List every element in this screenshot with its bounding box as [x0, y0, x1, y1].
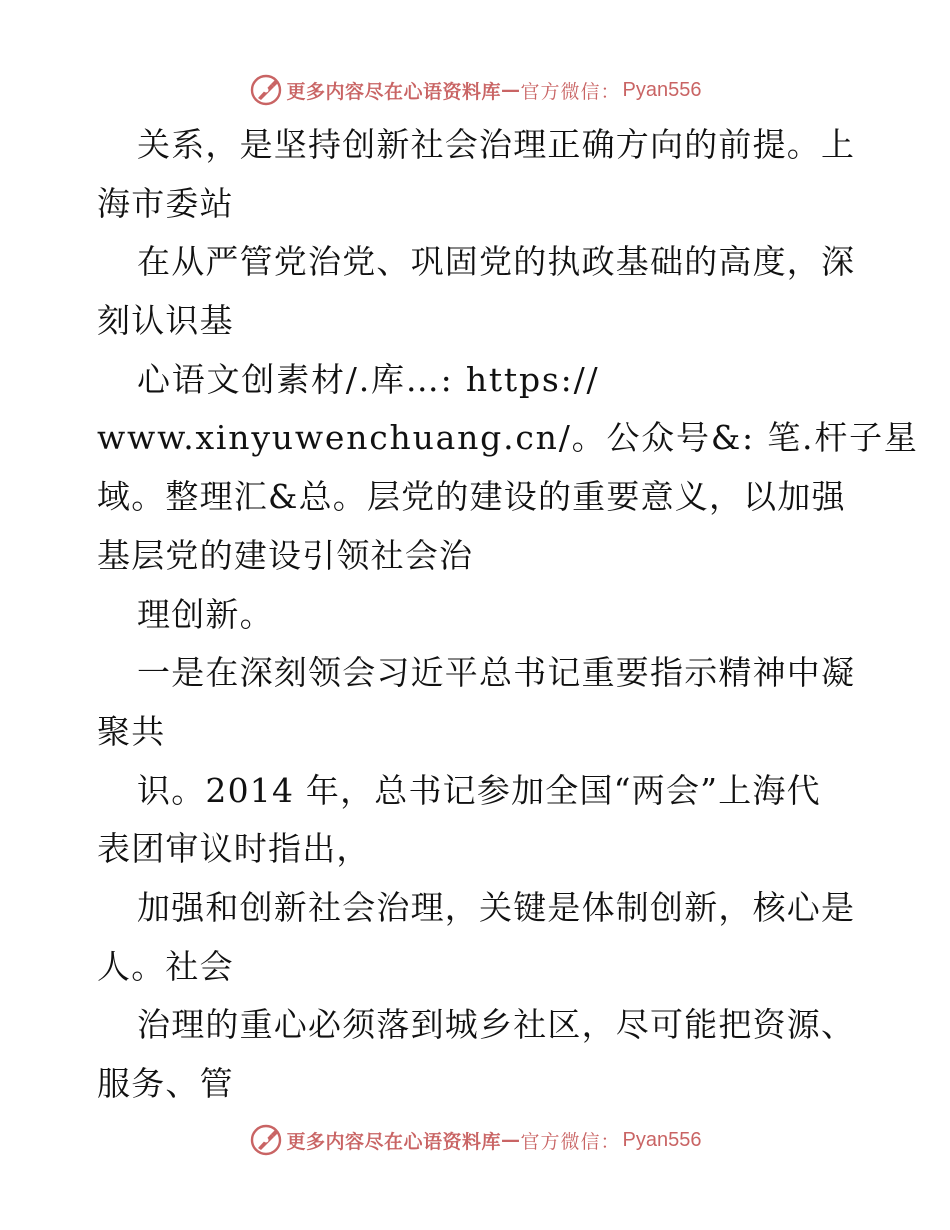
- watermark-wechat-id: Pyan556: [622, 78, 702, 101]
- pen-logo-icon: [249, 1123, 283, 1157]
- watermark-wechat-label: 官方微信：: [520, 1130, 621, 1153]
- watermark-wechat-label: 官方微信：: [520, 80, 621, 103]
- text-line: 在从严管党治党、巩固党的执政基础的高度，深: [137, 242, 856, 282]
- text-line: 服务、管: [97, 1064, 234, 1103]
- text-line: 聚共: [97, 711, 166, 751]
- watermark-dash: —: [501, 79, 521, 101]
- text-line: 关系，是坚持创新社会治理正确方向的前提。上: [137, 125, 856, 164]
- document-body: [97, 116, 919, 1114]
- text-line: 加强和创新社会治理，关键是体制创新，核心是: [137, 887, 856, 927]
- watermark-wechat-id: Pyan556: [622, 1128, 702, 1151]
- text-line: 表团审议时指出，: [97, 829, 371, 869]
- watermark-banner-top: [0, 70, 950, 110]
- text-line: 域。整理汇&总。层党的建设的重要意义，以加强: [97, 477, 846, 517]
- text-line: www.xinyuwenchuang.cn/。公众号&: 笔.杆子星: [97, 418, 919, 458]
- text-line: 人。社会: [97, 946, 234, 986]
- pen-logo-icon: [249, 73, 283, 107]
- text-line: 治理的重心必须落到城乡社区，尽可能把资源、: [137, 1005, 856, 1045]
- watermark-banner-bottom: [0, 1120, 950, 1160]
- text-line: 刻认识基: [97, 301, 234, 341]
- text-line: 理创新。: [137, 594, 274, 634]
- text-line: 心语文创素材/.库…: https://: [137, 359, 600, 399]
- text-line: 基层党的建设引领社会治: [97, 535, 474, 575]
- text-line: 海市委站: [97, 183, 234, 223]
- text-line: 一是在深刻领会习近平总书记重要指示精神中凝: [137, 653, 856, 693]
- watermark-main-text: 更多内容尽在心语资料库: [286, 1130, 502, 1153]
- watermark-dash: —: [501, 1129, 521, 1151]
- watermark-main-text: 更多内容尽在心语资料库: [286, 80, 502, 103]
- text-line: 识。2014 年，总书记参加全国“两会”上海代: [137, 770, 821, 810]
